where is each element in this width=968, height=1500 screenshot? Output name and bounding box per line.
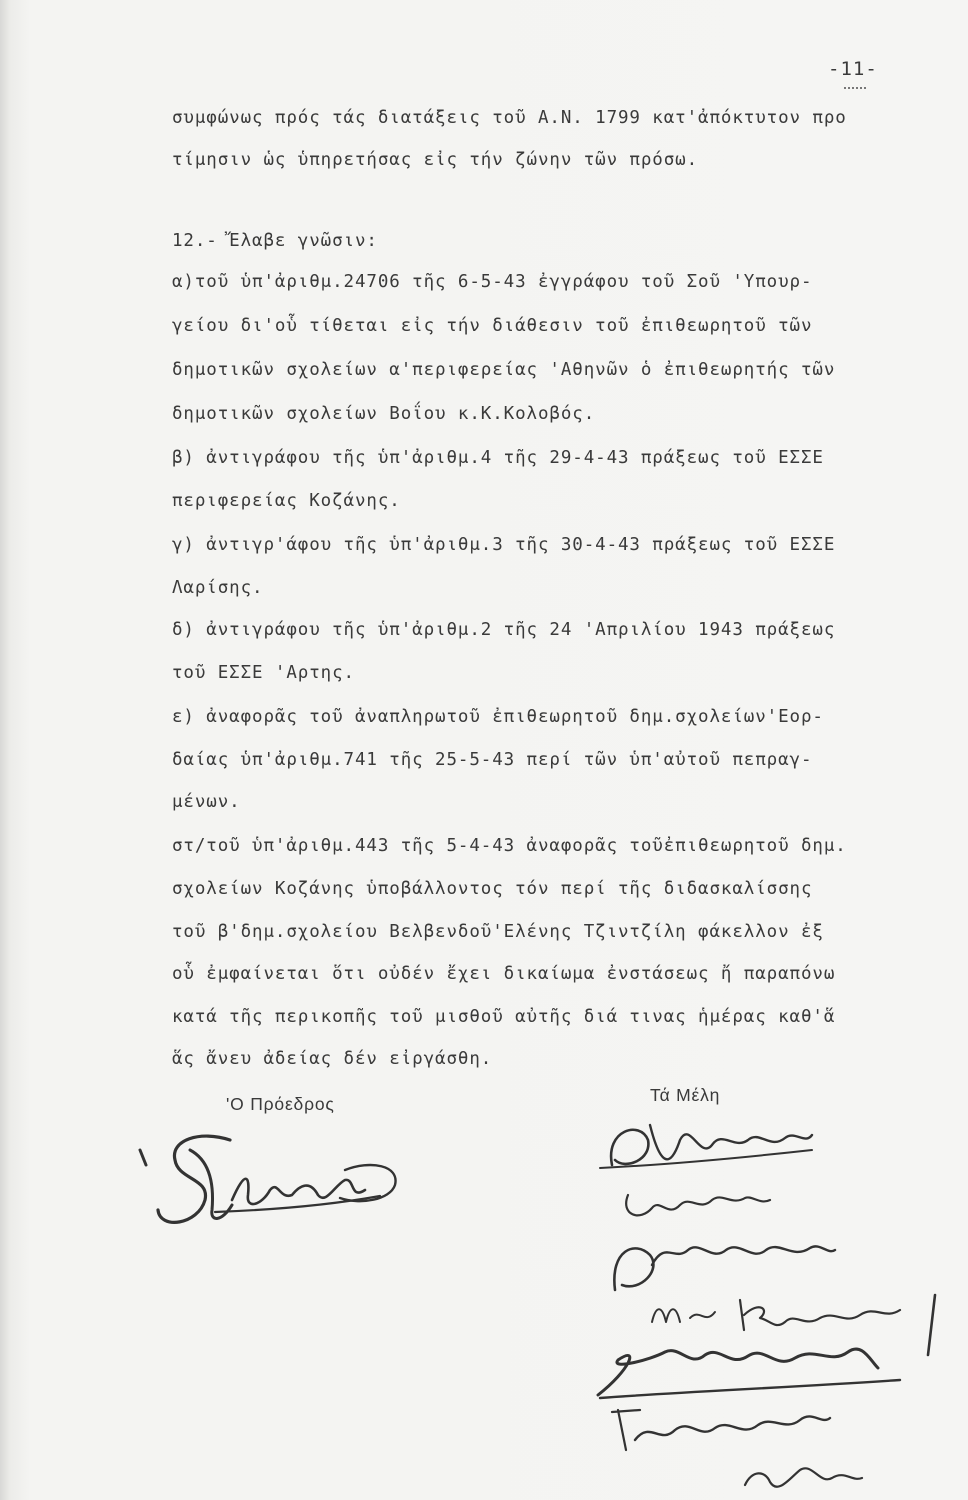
body-line: δημοτικῶν σχολείων Βοΐου κ.Κ.Κολοβός. [172, 404, 596, 424]
body-line: ε) ἀναφορᾶς τοῦ ἀναπληρωτοῦ ἐπιθεωρητοῦ δημ.σχολείων'Εορ- [172, 707, 824, 727]
member-signature-5 [598, 1349, 900, 1398]
body-line: γ) ἀντιγρ'άφου τῆς ὑπ'ἀριθμ.3 τῆς 30-4-43 πράξεως τοῦ ΕΣΣΕ [172, 535, 836, 555]
member-signature-4 [652, 1295, 935, 1355]
body-line: τίμησιν ὡς ὑπηρετήσας εἰς τήν ζώνην τῶν πρόσω. [172, 150, 699, 170]
body-line: κατά τῆς περικοπῆς τοῦ μισθοῦ αὐτῆς διά τινας ἡμέρας καθ'ἅ [172, 1007, 836, 1027]
member-signature-1 [600, 1125, 812, 1168]
section-heading: 12.- Ἔλαβε γνῶσιν: [172, 231, 378, 251]
body-line: συμφώνως πρός τάς διατάξεις τοῦ Α.Ν. 1799 κατ'ἀπόκτυτον προ [172, 108, 847, 128]
member-signature-6 [612, 1410, 830, 1450]
members-label: Τά Μέλη [650, 1085, 721, 1105]
body-line: δημοτικῶν σχολείων α'περιφερείας 'Αθηνῶν ὁ ἐπιθεωρητής τῶν [172, 360, 836, 380]
president-signature [140, 1136, 396, 1222]
body-line: γείου δι'οὗ τίθεται εἰς τήν διάθεσιν τοῦ ἐπιθεωρητοῦ τῶν [172, 316, 813, 336]
president-label: 'Ο Πρόεδρος [226, 1094, 335, 1114]
body-line: ἅς ἄνευ ἀδείας δέν εἰργάσθη. [172, 1049, 493, 1069]
body-line: β) ἀντιγράφου τῆς ὑπ'ἀριθμ.4 τῆς 29-4-43 πράξεως τοῦ ΕΣΣΕ [172, 448, 824, 468]
body-line: στ/τοῦ ὑπ'ἀριθμ.443 τῆς 5-4-43 ἀναφορᾶς τοῦἐπιθεωρητοῦ δημ. [172, 836, 847, 856]
body-line: Λαρίσης. [172, 578, 264, 598]
body-line: μένων. [172, 792, 241, 812]
member-signature-3 [614, 1246, 835, 1290]
body-line: τοῦ ΕΣΣΕ 'Αρτης. [172, 663, 355, 683]
page-number: -11- [828, 58, 878, 80]
body-line: τοῦ β'δημ.σχολείου Βελβενδοῦ'Ελένης Τζιντζίλη φάκελλον ἐξ [172, 922, 824, 942]
body-line: περιφερείας Κοζάνης. [172, 491, 401, 511]
body-line: σχολείων Κοζάνης ὑποβάλλοντος τόν περί τῆς διδασκαλίσσης [172, 879, 813, 899]
member-signature-2 [626, 1195, 770, 1215]
body-line: α)τοῦ ὑπ'ἀριθμ.24706 τῆς 6-5-43 ἐγγράφου τοῦ Σοῦ 'Υπουρ- [172, 272, 813, 292]
body-line: δ) ἀντιγράφου τῆς ὑπ'ἀριθμ.2 τῆς 24 'Απριλίου 1943 πράξεως [172, 620, 836, 640]
body-line: δαίας ὑπ'ἀριθμ.741 τῆς 25-5-43 περί τῶν ὑπ'αὐτοῦ πεπραγ- [172, 750, 813, 770]
body-line: οὗ ἐμφαίνεται ὅτι οὐδέν ἔχει δικαίωμα ἐνστάσεως ἤ παραπόνω [172, 964, 836, 984]
member-signature-7 [745, 1468, 862, 1486]
